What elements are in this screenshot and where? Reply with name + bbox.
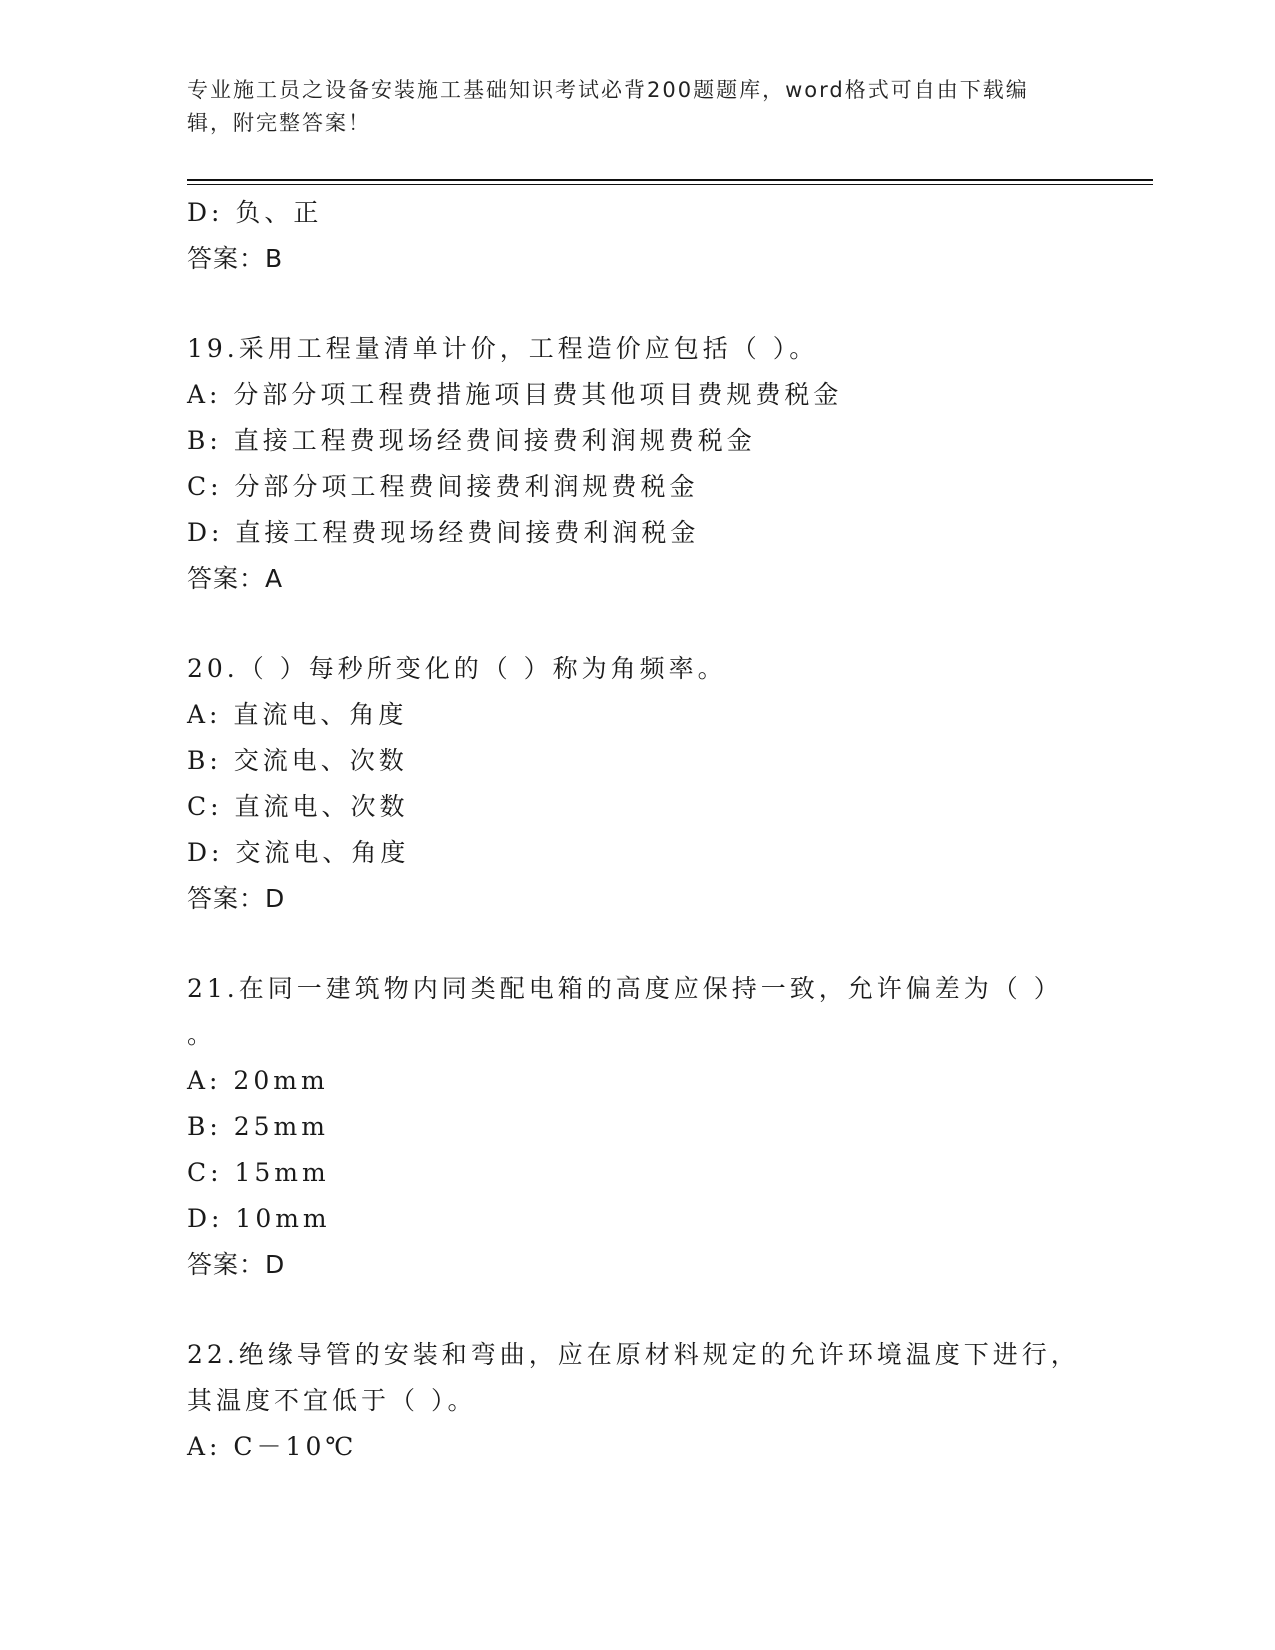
- option-b: B: 25mm: [187, 1112, 329, 1141]
- document-body: [187, 190, 1087, 1470]
- question-stem: 20.（ ）每秒所变化的（ ）称为角频率。: [187, 654, 727, 683]
- question-21: [187, 966, 1087, 1288]
- answer-prev: 答案：B: [187, 244, 284, 273]
- option-d: D: 交流电、角度: [187, 838, 410, 867]
- question-stem-line1: 22.绝缘导管的安装和弯曲，应在原材料规定的允许环境温度下进行，: [187, 1340, 1080, 1369]
- question-22: [187, 1332, 1087, 1470]
- option-b: B: 直接工程费现场经费间接费利润规费税金: [187, 426, 756, 455]
- question-20: [187, 646, 1087, 922]
- option-d: D: 直接工程费现场经费间接费利润税金: [187, 518, 700, 547]
- answer: 答案：A: [187, 564, 284, 593]
- option-c: C: 15mm: [187, 1158, 330, 1187]
- question-19: [187, 326, 1087, 602]
- option-c: C: 直流电、次数: [187, 792, 409, 821]
- option-a: A: 直流电、角度: [187, 700, 408, 729]
- option-d: D: 10mm: [187, 1204, 331, 1233]
- option-c: C: 分部分项工程费间接费利润规费税金: [187, 472, 699, 501]
- question-stem-line1: 21.在同一建筑物内同类配电箱的高度应保持一致，允许偏差为（ ）: [187, 974, 1063, 1003]
- document-header: 专业施工员之设备安装施工基础知识考试必背200题题库，word格式可自由下载编辑，附完整答案！: [187, 78, 1029, 135]
- header-divider-thick: [187, 179, 1153, 181]
- question-stem: 19.采用工程量清单计价，工程造价应包括（ ）。: [187, 334, 819, 363]
- option-b: B: 交流电、次数: [187, 746, 408, 775]
- option-d-prev: D: 负、正: [187, 198, 323, 227]
- answer: 答案：D: [187, 884, 286, 913]
- question-stem-line2: 。: [187, 1020, 217, 1049]
- question-stem-line2: 其温度不宜低于（ ）。: [187, 1386, 477, 1415]
- option-a: A: 分部分项工程费措施项目费其他项目费规费税金: [187, 380, 843, 409]
- answer: 答案：D: [187, 1250, 286, 1279]
- option-a: A: C－10℃: [187, 1432, 358, 1461]
- header-divider-thin: [187, 184, 1153, 185]
- option-a: A: 20mm: [187, 1066, 329, 1095]
